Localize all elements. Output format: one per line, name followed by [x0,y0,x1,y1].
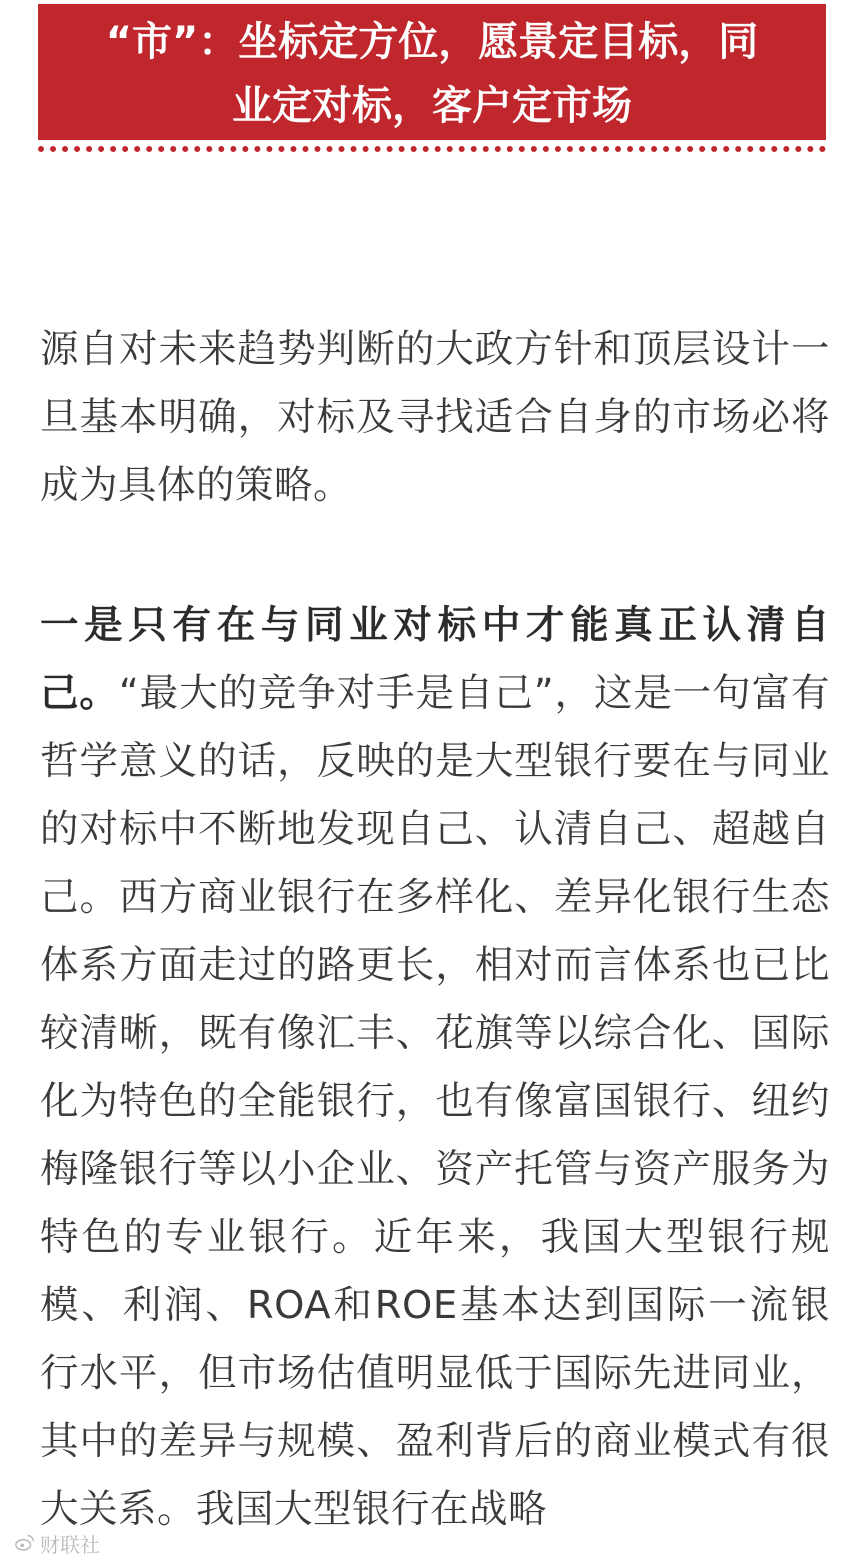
watermark-text: 财联社 [40,1532,100,1557]
point-one-body: “最大的竞争对手是自己”，这是一句富有哲学意义的话，反映的是大型银行要在与同业的对标中不断地发现自己、认清自己、超越自己。西方商业银行在多样化、差异化银行生态体系方面走过的路更长，相对而言体系也已比较清晰，既有像汇丰、花旗等以综合化、国际化为特色的全能银行，也有像富国银行、纽约梅隆银行等以小企业、资产托管与资产服务为特色的专业银行。近年来，我国大型银行规模、利润、ROA和ROE基本达到国际一流银行水平，但市场估值明显低于国际先进同业，其中的差异与规模、盈利背后的商业模式有很大关系。我国大型银行在战略 [40,671,830,1532]
source-watermark [14,1528,100,1558]
weibo-icon [14,1532,36,1554]
point-one-paragraph [40,592,830,1544]
section-heading-banner [38,4,826,140]
section-heading-line-1: “市”：坐标定方位，愿景定目标，同 [105,19,759,65]
intro-paragraph: 源自对未来趋势判断的大政方针和顶层设计一旦基本明确，对标及寻找适合自身的市场必将成为具体的策略。 [40,327,830,508]
point-one-lead: 一是只有在与同业对标中才能真正认清自己。 [40,603,830,716]
section-heading-line-2: 业定对标，客户定市场 [232,83,632,129]
article-body [40,316,830,1544]
dotted-divider [38,146,826,152]
